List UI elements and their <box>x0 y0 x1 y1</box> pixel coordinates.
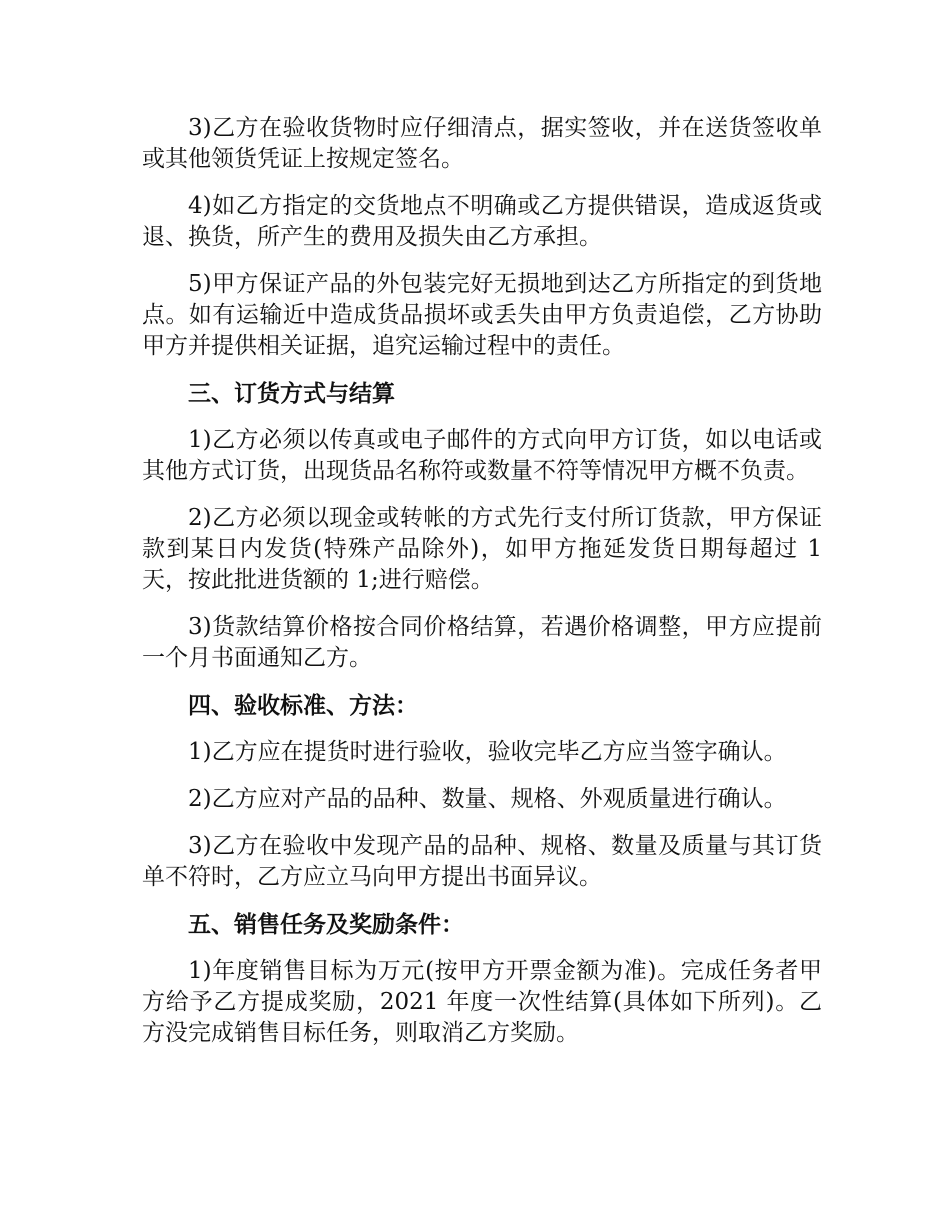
clause-paragraph: 2)乙方应对产品的品种、数量、规格、外观质量进行确认。 <box>188 786 787 812</box>
section-heading: 四、验收标准、方法： <box>188 692 418 719</box>
clause-paragraph: 4)如乙方指定的交货地点不明确或乙方提供错误，造成返货或退、换货，所产生的费用及损失由乙方承担。 <box>142 193 822 250</box>
clause-paragraph: 1)年度销售目标为万元(按甲方开票金额为准)。完成任务者甲方给予乙方提成奖励，2021 年度一次性结算(具体如下所列)。乙方没完成销售目标任务，则取消乙方奖励。 <box>142 958 822 1046</box>
clause-paragraph: 1)乙方必须以传真或电子邮件的方式向甲方订货，如以电话或其他方式订货，出现货品名称符或数量不符等情况甲方概不负责。 <box>142 427 822 484</box>
clause-paragraph: 2)乙方必须以现金或转帐的方式先行支付所订货款，甲方保证款到某日内发货(特殊产品除外)，如甲方拖延发货日期每超过 1 天，按此批进货额的 1;进行赔偿。 <box>142 505 822 593</box>
document-page <box>142 113 822 1065</box>
clause-paragraph: 3)乙方在验收中发现产品的品种、规格、数量及质量与其订货单不符时，乙方应立马向甲方提出书面异议。 <box>142 833 822 890</box>
clause-paragraph: 3)货款结算价格按合同价格结算，若遇价格调整，甲方应提前一个月书面通知乙方。 <box>142 614 822 671</box>
clause-paragraph: 1)乙方应在提货时进行验收，验收完毕乙方应当签字确认。 <box>188 739 787 765</box>
section-heading: 五、销售任务及奖励条件： <box>188 911 464 938</box>
section-heading: 三、订货方式与结算 <box>188 380 395 407</box>
clause-paragraph: 3)乙方在验收货物时应仔细清点，据实签收，并在送货签收单或其他领货凭证上按规定签名。 <box>142 115 822 172</box>
clause-paragraph: 5)甲方保证产品的外包装完好无损地到达乙方所指定的到货地点。如有运输近中造成货品损坏或丢失由甲方负责追偿，乙方协助甲方并提供相关证据，追究运输过程中的责任。 <box>142 271 822 359</box>
